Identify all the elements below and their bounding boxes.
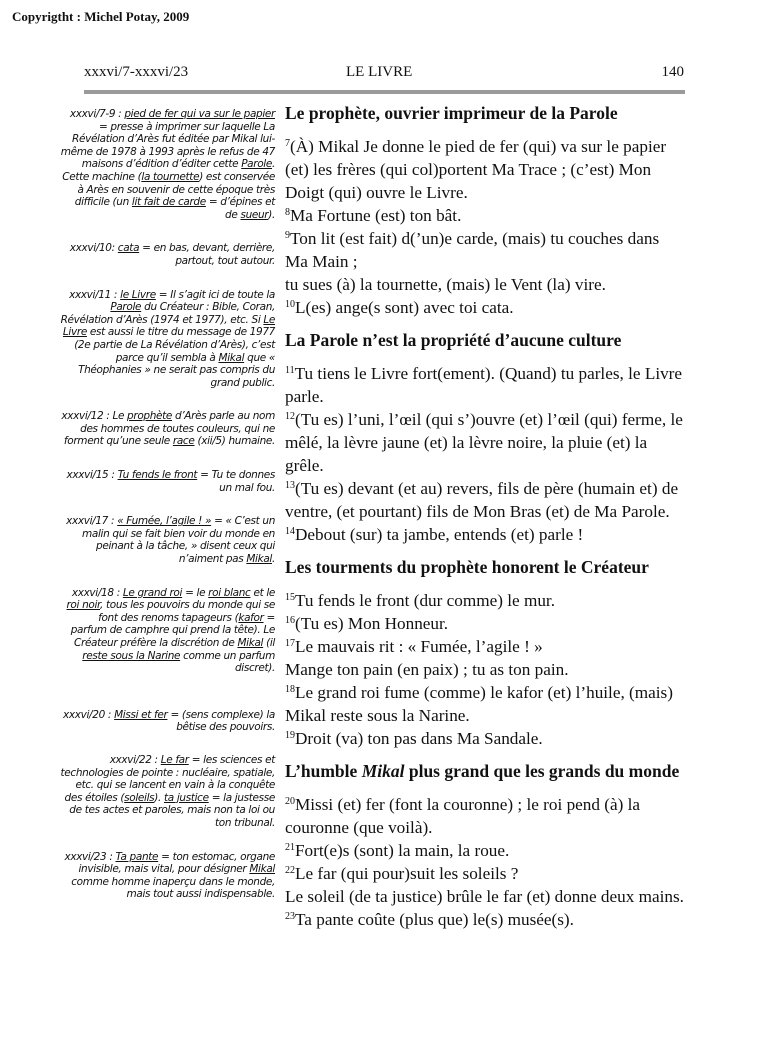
note-text: = d’épines et de bbox=[205, 196, 275, 221]
note-term: Parole bbox=[241, 158, 272, 171]
verse-line bbox=[285, 408, 685, 477]
header-book-title: LE LIVRE bbox=[346, 64, 413, 80]
heading-part: L’humble bbox=[285, 761, 362, 781]
note-text: ). bbox=[268, 208, 275, 221]
note-text: xxxvi/23 : bbox=[64, 850, 116, 863]
verse-text: (À) Mikal Je donne le pied de fer (qui) va sur le papier (et) les frères (qui col)portent Ma Trace ; (c’est) Mon Doigt (qui) ouvre le Livre. bbox=[285, 137, 667, 202]
note-term: Mikal bbox=[237, 637, 264, 649]
note-text: comme homme inaperçu dans le monde, mais tout aussi indispensable. bbox=[71, 875, 275, 901]
verse-number: 7 bbox=[285, 138, 290, 149]
verse-number: 13 bbox=[285, 480, 295, 491]
note-term: la tournette bbox=[141, 170, 200, 183]
heading-part: plus grand que les grands du monde bbox=[404, 761, 680, 781]
note-xxxvi-22 bbox=[60, 754, 275, 830]
note-xxxvi-18 bbox=[60, 587, 275, 675]
note-term: le Livre bbox=[120, 288, 156, 301]
note-text: . Cette machine ( bbox=[62, 158, 275, 183]
header-verse-range: xxxvi/7-xxxvi/23 bbox=[84, 64, 189, 80]
verse-line bbox=[285, 362, 685, 408]
verse-number: 19 bbox=[285, 730, 295, 741]
note-term: sueur bbox=[240, 208, 269, 221]
note-xxxvi-11 bbox=[60, 289, 275, 390]
note-term: Mikal bbox=[249, 863, 275, 876]
note-text: et le bbox=[250, 586, 275, 599]
note-text: = les sciences et technologies de pointe : nucléaire, spatiale, etc. qui se lancent en vain à la conquête des étoiles ( bbox=[60, 753, 275, 804]
note-text: = ton estomac, organe invisible, mais vital, pour désigner bbox=[78, 850, 275, 876]
section-prophet-torments bbox=[285, 556, 685, 750]
verse-text: Le mauvais rit : « Fumée, l’agile ! » bbox=[295, 637, 543, 656]
note-term: reste sous la Narine bbox=[82, 649, 181, 662]
verse-text: Ma Fortune (est) ton bât. bbox=[290, 206, 462, 225]
note-text: comme un parfum discret). bbox=[180, 649, 275, 675]
section-heading bbox=[285, 760, 685, 782]
note-term: prophète bbox=[127, 410, 173, 423]
verse-text: L(es) ange(s sont) avec toi cata. bbox=[295, 298, 514, 317]
note-text: xxxvi/10: bbox=[69, 242, 118, 255]
page-number: 140 bbox=[661, 64, 684, 80]
note-text: = le bbox=[182, 586, 209, 599]
verse-line bbox=[285, 273, 685, 296]
note-xxxvi-17 bbox=[60, 515, 275, 565]
note-term: ta justice bbox=[164, 791, 209, 804]
verse-line bbox=[285, 793, 685, 839]
verse-number: 9 bbox=[285, 230, 290, 241]
note-term: race bbox=[172, 435, 195, 448]
note-text: = presse à imprimer sur laquelle La Révélation d’Arès fut éditée par Mikal lui-même de 1978 à 1993 après le refus de 47 maisons d’édition d’éditer cette bbox=[60, 120, 275, 171]
note-text: = la justesse de tes actes et paroles, mais non ta loi ou ton tribunal. bbox=[69, 791, 275, 829]
note-term: roi blanc bbox=[208, 586, 251, 599]
section-prophet-printer bbox=[285, 102, 685, 319]
note-term: Le grand roi bbox=[122, 586, 183, 599]
note-xxxvi-15 bbox=[60, 469, 275, 494]
note-xxxvi-23 bbox=[60, 851, 275, 901]
verse-number: 20 bbox=[285, 796, 295, 807]
note-xxxvi-20 bbox=[60, 709, 275, 734]
note-text: xxxvi/7-9 bbox=[69, 108, 116, 120]
verse-line bbox=[285, 885, 685, 908]
verse-line bbox=[285, 727, 685, 750]
note-term: Missi et fer bbox=[114, 708, 168, 721]
note-text: xxxvi/22 : bbox=[109, 753, 161, 766]
header-rule bbox=[84, 90, 685, 94]
note-text: que « Théophanies » ne serait pas compris du grand public. bbox=[78, 351, 275, 389]
note-xxxvi-10 bbox=[60, 242, 275, 267]
verse-number: 12 bbox=[285, 411, 295, 422]
note-term: Mikal bbox=[246, 553, 272, 566]
note-text: ). bbox=[154, 791, 164, 804]
note-text: = Il s’agit ici de toute la bbox=[155, 288, 275, 301]
verse-number: 21 bbox=[285, 842, 295, 853]
note-text: = Tu te donnes un mal fou. bbox=[197, 469, 275, 494]
note-text: xxxvi/12 : Le bbox=[61, 410, 128, 423]
note-xxxvi-7-9 bbox=[60, 108, 275, 221]
note-text: est aussi le titre du message de 1977 (2e partie de La Révélation d’Arès), c’est parce qu’il sembla à bbox=[74, 326, 275, 364]
verse-line bbox=[285, 227, 685, 273]
verse-text: Ton lit (est fait) d(’un)e carde, (mais) tu couches dans Ma Main ; bbox=[285, 229, 660, 271]
verse-line bbox=[285, 296, 685, 319]
section-heading: Le prophète, ouvrier imprimeur de la Parole bbox=[285, 103, 618, 123]
verse-number: 10 bbox=[285, 299, 295, 310]
verse-line bbox=[285, 135, 685, 204]
verse-text: Ta pante coûte (plus que) le(s) musée(s). bbox=[295, 910, 574, 929]
verse-text: Tu tiens le Livre fort(ement). (Quand) tu parles, le Livre parle. bbox=[285, 364, 683, 406]
verse-number: 18 bbox=[285, 684, 295, 695]
note-text: = en bas, devant, derrière, partout, tout autour. bbox=[139, 242, 275, 267]
note-text: xxxvi/15 : bbox=[66, 469, 118, 482]
margin-notes bbox=[60, 108, 275, 901]
verse-number: 11 bbox=[285, 365, 295, 376]
note-text: ) est conservée à Arès en souvenir de cette époque très difficile (un bbox=[74, 170, 275, 209]
verse-number: 23 bbox=[285, 911, 295, 922]
verse-line bbox=[285, 908, 685, 931]
note-text: d’Arès parle au nom des hommes de toutes couleurs, qui ne forment qu’une seule bbox=[63, 410, 275, 448]
verse-line bbox=[285, 523, 685, 546]
verse-line bbox=[285, 658, 685, 681]
verse-text: (Tu es) l’uni, l’œil (qui s’)ouvre (et) l’œil (qui) ferme, le mêlé, la lèvre jaune (et) la lèvre noire, la pluie (et) la grêle. bbox=[285, 410, 683, 475]
note-term: cata bbox=[117, 242, 140, 255]
verse-line bbox=[285, 589, 685, 612]
heading-part: Mikal bbox=[361, 761, 405, 781]
note-term: Le Livre bbox=[62, 313, 275, 339]
note-text: (il bbox=[263, 637, 275, 649]
note-term: Ta pante bbox=[115, 850, 159, 863]
verse-text: Droit (va) ton pas dans Ma Sandale. bbox=[295, 729, 543, 748]
note-term: Tu fends le front bbox=[117, 469, 198, 482]
note-term: soleils bbox=[124, 791, 155, 804]
verse-text: Debout (sur) ta jambe, entends (et) parle ! bbox=[295, 525, 584, 544]
main-text bbox=[285, 102, 685, 931]
verse-text: Le soleil (de ta justice) brûle le far (et) donne deux mains. bbox=[285, 887, 684, 906]
section-heading: Les tourments du prophète honorent le Créateur bbox=[285, 557, 649, 577]
verse-text: Le far (qui pour)suit les soleils ? bbox=[295, 864, 519, 883]
verse-text: Le grand roi fume (comme) le kafor (et) l’huile, (mais) Mikal reste sous la Narine. bbox=[285, 683, 673, 725]
note-text: = (sens complexe) la bêtise des pouvoirs. bbox=[167, 708, 275, 734]
verse-number: 15 bbox=[285, 592, 295, 603]
note-xxxvi-12 bbox=[60, 410, 275, 448]
verse-number: 14 bbox=[285, 526, 295, 537]
section-heading: La Parole n’est la propriété d’aucune culture bbox=[285, 330, 622, 350]
verse-line bbox=[285, 204, 685, 227]
note-term: Le far bbox=[160, 753, 189, 766]
note-term: roi noir bbox=[66, 599, 101, 612]
note-text: : bbox=[115, 108, 125, 120]
note-text: xxxvi/11 : bbox=[69, 288, 121, 301]
verse-line bbox=[285, 612, 685, 635]
note-term: « Fumée, l’agile ! » bbox=[117, 515, 212, 528]
verse-text: (Tu es) Mon Honneur. bbox=[295, 614, 449, 633]
note-term: Parole bbox=[110, 301, 142, 314]
verse-number: 17 bbox=[285, 638, 295, 649]
verse-number: 16 bbox=[285, 615, 295, 626]
note-text: xxxvi/17 : bbox=[66, 515, 118, 528]
note-term: kafor bbox=[238, 611, 264, 624]
verse-line bbox=[285, 635, 685, 658]
verse-text: tu sues (à) la tournette, (mais) le Vent (la) vire. bbox=[285, 275, 606, 294]
note-term: lit fait de carde bbox=[131, 196, 206, 209]
note-text: = « C’est un malin qui se fait bien voir du monde en peinant à la tâche, » disent ceux qui n’aiment pas bbox=[82, 515, 275, 566]
verse-text: (Tu es) devant (et au) revers, fils de père (humain et) de ventre, (et pourtant) fils de Mon Bras (et) de Ma Parole. bbox=[285, 479, 679, 521]
note-text: du Créateur : Bible, Coran, Révélation d’Arès (1974 et 1977), etc. Si bbox=[60, 301, 275, 326]
verse-text: Mange ton pain (en paix) ; tu as ton pain. bbox=[285, 660, 569, 679]
verse-text: Tu fends le front (dur comme) le mur. bbox=[295, 591, 555, 610]
note-text: . bbox=[272, 553, 275, 566]
section-humble-mikal bbox=[285, 760, 685, 931]
verse-line bbox=[285, 839, 685, 862]
verse-number: 22 bbox=[285, 865, 295, 876]
verse-line bbox=[285, 862, 685, 885]
note-text: xxxvi/20 : bbox=[63, 708, 115, 721]
verse-line bbox=[285, 477, 685, 523]
note-text: , tous les pouvoirs du monde qui se font des renoms tapageurs ( bbox=[98, 599, 275, 624]
note-term: pied de fer qui va sur le papier bbox=[124, 108, 275, 120]
note-text: xxxvi/18 : bbox=[71, 586, 123, 599]
verse-text: Missi (et) fer (font la couronne) ; le roi pend (à) la couronne (que voilà). bbox=[285, 795, 641, 837]
note-text: (xii/5) humaine. bbox=[194, 435, 275, 448]
copyright-notice: Copyrigtht : Michel Potay, 2009 bbox=[12, 9, 190, 24]
section-word-culture bbox=[285, 329, 685, 546]
verse-text: Fort(e)s (sont) la main, la roue. bbox=[295, 841, 510, 860]
verse-number: 8 bbox=[285, 207, 290, 218]
verse-line bbox=[285, 681, 685, 727]
note-text: = parfum de camphre qui prend la tête). Le Créateur préfère la discrétion de bbox=[70, 611, 275, 649]
note-term: Mikal bbox=[218, 351, 245, 364]
